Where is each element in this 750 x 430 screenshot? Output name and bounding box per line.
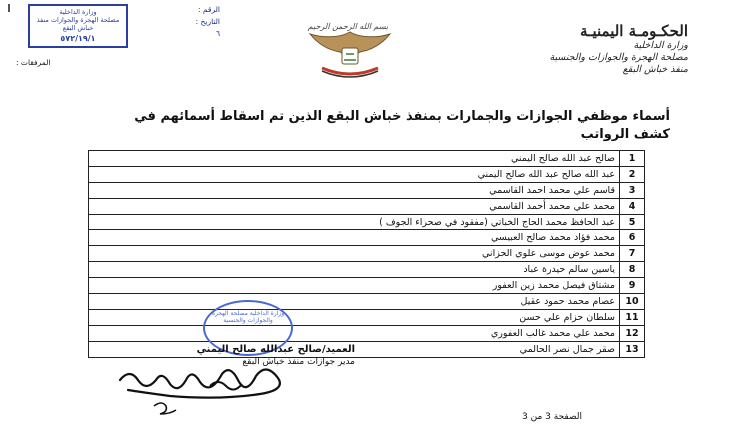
- employee-name: محمد فؤاد محمد صالح العبيسي: [89, 230, 620, 246]
- row-number: 12: [620, 325, 645, 341]
- employee-name: عبد الحافظ محمد الحاج الخباتي (مفقود في صحراء الجوف ): [89, 214, 620, 230]
- letterhead: [498, 22, 688, 76]
- employee-name: قاسم علي محمد احمد القاسمي: [89, 182, 620, 198]
- employee-name: عصام محمد حمود عقيل: [89, 294, 620, 310]
- employee-name: محمد عوض موسى علوي الحزاني: [89, 246, 620, 262]
- registry-stamp-line1: وزارة الداخلية: [59, 8, 97, 16]
- attachments-label: المرفقات :: [16, 58, 51, 67]
- government-name: الحكـومـة اليمنيـة: [580, 22, 688, 40]
- table-row: [89, 246, 645, 262]
- bismillah: بسم الله الرحمن الرحيم: [307, 22, 389, 31]
- port-name: منفذ خباش البقع: [622, 64, 688, 75]
- handwritten-signature: [100, 350, 300, 410]
- signer-name: العميد/صالح عبدالله صالح اليمني: [196, 344, 355, 355]
- document-title: أسماء موظفي الجوازات والجمارات بمنفذ خباش البقع الذين تم اسقاط أسمائهم في كشف الرواتب: [134, 109, 670, 142]
- table-row: [89, 262, 645, 278]
- row-number: 8: [620, 262, 645, 278]
- table-row: [89, 230, 645, 246]
- table-row: [89, 214, 645, 230]
- row-number: 9: [620, 278, 645, 294]
- employee-name: صقر جمال نصر الحالمي: [89, 341, 620, 357]
- row-number: 11: [620, 309, 645, 325]
- table-row: [89, 309, 645, 325]
- table-row: [89, 166, 645, 182]
- date-value: ٦: [215, 29, 220, 38]
- seal-text: وزارة الداخلية مصلحة الهجرة والجوازات والجنسية: [211, 310, 285, 324]
- row-number: 10: [620, 294, 645, 310]
- employee-name: محمد علي محمد أحمد القاسمي: [89, 198, 620, 214]
- row-number: 13: [620, 341, 645, 357]
- ministry-name: وزارة الداخلية: [633, 40, 688, 51]
- table-row: [89, 182, 645, 198]
- registry-fields: [130, 4, 220, 40]
- table-row: [89, 325, 645, 341]
- page-number: الصفحة 3 من 3: [522, 412, 582, 422]
- row-number: 1: [620, 151, 645, 167]
- margin-mark: [8, 4, 10, 12]
- employee-name: ياسين سالم حيدرة عباد: [89, 262, 620, 278]
- row-number: 4: [620, 198, 645, 214]
- row-number: 3: [620, 182, 645, 198]
- row-number: 6: [620, 230, 645, 246]
- eagle-emblem-icon: [300, 24, 400, 84]
- handwritten-mark: [150, 398, 180, 418]
- row-number: 2: [620, 166, 645, 182]
- authority-name: مصلحة الهجرة والجوازات والجنسية: [549, 52, 688, 63]
- date-label: التاريخ :: [195, 17, 220, 26]
- table-row: [89, 151, 645, 167]
- registry-ref-value: ٥٧٢/١٩/١: [60, 34, 96, 43]
- employee-name: صالح عبد الله صالح اليمني: [89, 151, 620, 167]
- employee-name: عبد الله صالح عبد الله صالح اليمني: [89, 166, 620, 182]
- employee-name: مشتاق فيصل محمد زين العفور: [89, 278, 620, 294]
- employee-name: محمد علي محمد غالب العفوري: [89, 325, 620, 341]
- employees-table: [88, 150, 645, 358]
- registry-stamp: [28, 4, 128, 48]
- ref-label: الرقم :: [198, 5, 220, 14]
- employee-name: سلطان حزام علي حسن: [89, 309, 620, 325]
- row-number: 5: [620, 214, 645, 230]
- table-row: [89, 294, 645, 310]
- signer-role: مدير جوازات منفذ خباش البقع: [242, 357, 355, 367]
- registry-stamp-line2: مصلحة الهجرة والجوازات منفذ خباش البقع: [36, 16, 120, 32]
- table-row: [89, 278, 645, 294]
- table-row: [89, 198, 645, 214]
- row-number: 7: [620, 246, 645, 262]
